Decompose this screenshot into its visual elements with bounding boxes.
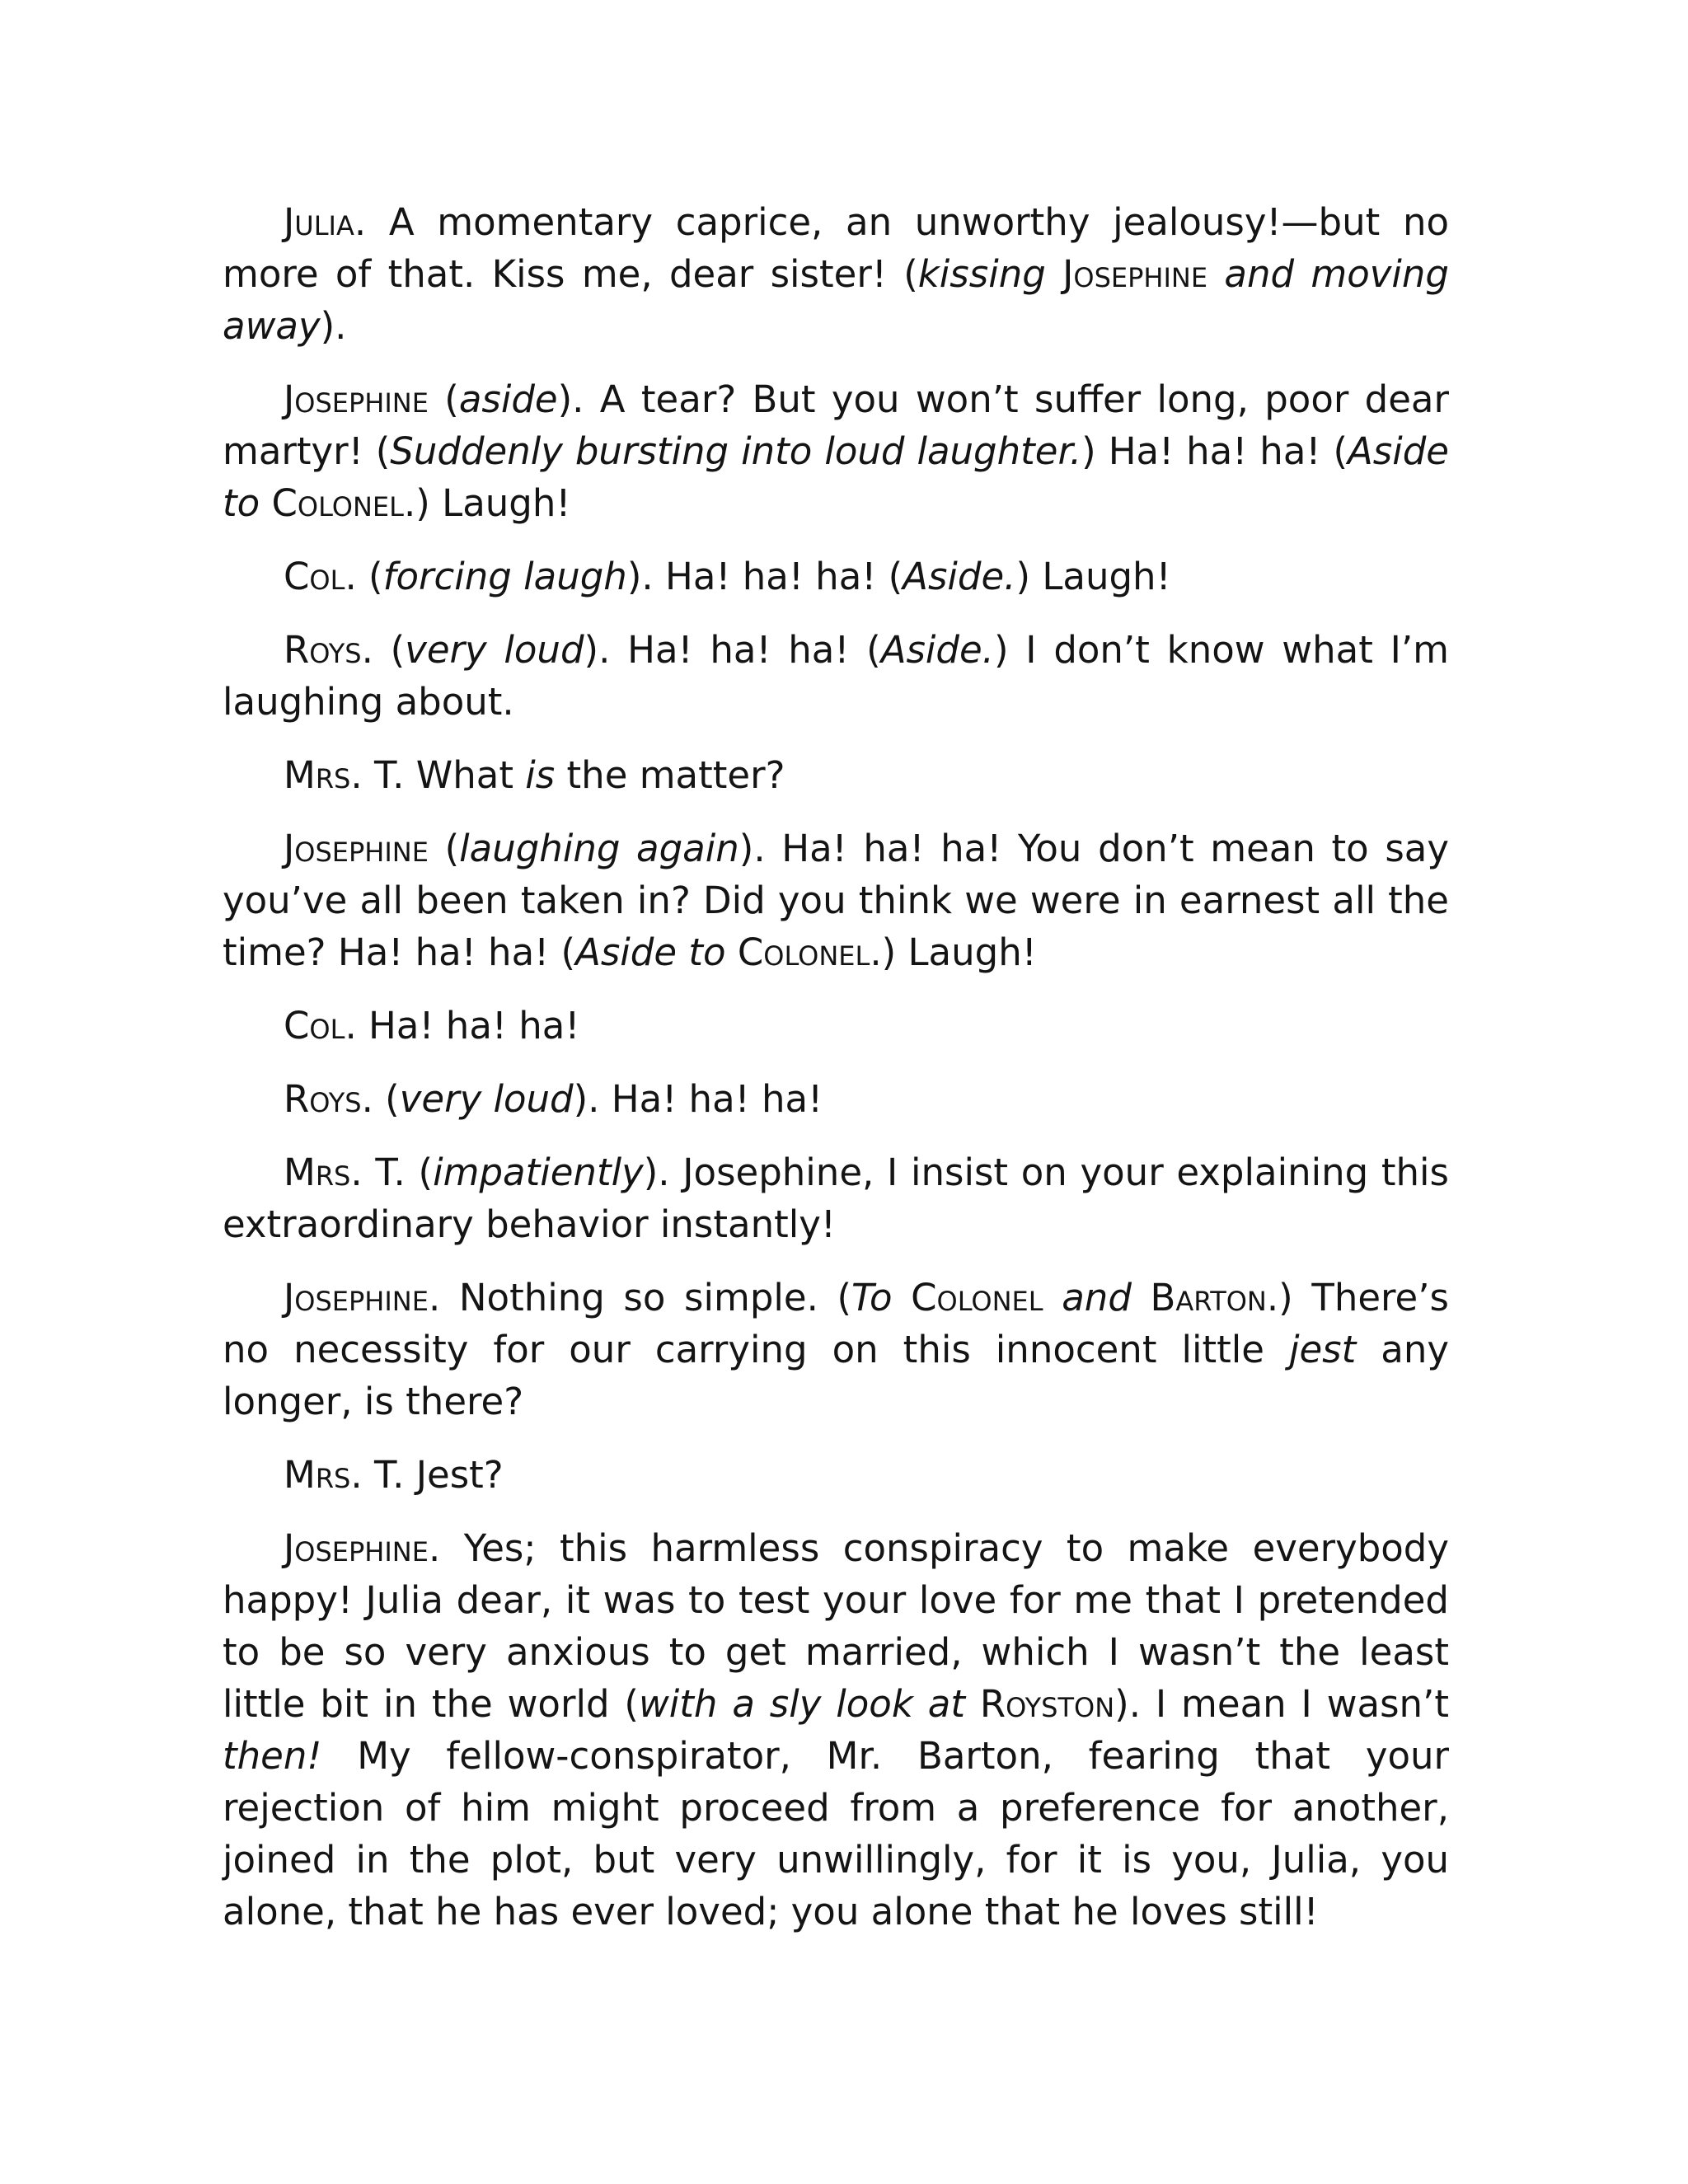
speaker-name: Colonel	[737, 930, 870, 974]
stage-direction: Aside to	[575, 930, 726, 974]
speaker-name: Mrs	[284, 753, 351, 797]
text-run: . Yes; this harmless conspiracy to make everybody happy! Julia dear, it was to test your love for me that I pretended to be so very anxious to get married, which I wasn’t the least little bit in the world (	[223, 1526, 1449, 1726]
dialogue-paragraph	[223, 1449, 1449, 1501]
speaker-name: Mrs	[284, 1453, 351, 1497]
speaker-name: Mrs	[284, 1151, 351, 1194]
text-run	[726, 930, 738, 974]
dialogue-paragraph	[223, 749, 1449, 801]
speaker-name: Colonel	[271, 481, 404, 525]
text-run: .) There’s no necessity for our carrying on this innocent little	[223, 1276, 1449, 1371]
text-run: ) Laugh!	[1015, 555, 1171, 598]
dialogue-paragraph	[223, 1146, 1449, 1250]
text-run: . (	[345, 555, 383, 598]
speaker-name: Josephine	[284, 827, 429, 870]
speaker-name: Josephine	[1062, 252, 1208, 296]
text-run: . (	[361, 1077, 400, 1121]
stage-direction: Aside.	[880, 628, 994, 672]
stage-direction: then!	[223, 1734, 322, 1778]
stage-direction: very loud	[405, 628, 584, 672]
stage-direction: Suddenly bursting into loud laughter.	[390, 429, 1082, 473]
dialogue-paragraph	[223, 1073, 1449, 1125]
stage-direction: aside	[458, 377, 558, 421]
text-run	[1043, 1276, 1062, 1319]
speaker-name: Roys	[284, 1077, 362, 1121]
stage-direction: Aside to	[223, 429, 1449, 525]
speaker-name: Barton	[1150, 1276, 1267, 1319]
text-run: the matter?	[555, 753, 785, 797]
speaker-name: Josephine	[284, 1526, 429, 1570]
text-run: ) I don’t know what I’m laughing about.	[223, 628, 1450, 724]
stage-direction: very loud	[399, 1077, 574, 1121]
text-run: . (	[361, 628, 406, 672]
speaker-name: Josephine	[284, 377, 429, 421]
play-text-page	[223, 196, 1449, 1959]
text-run: . Ha! ha! ha!	[345, 1004, 580, 1047]
stage-direction: Aside.	[903, 555, 1016, 598]
speaker-name: Colonel	[911, 1276, 1043, 1319]
text-run: ). I mean I wasn’t	[1114, 1682, 1450, 1726]
stage-direction: with a sly look at	[638, 1682, 965, 1726]
text-run: ).	[320, 304, 347, 348]
text-run: ) Ha! ha! ha! (	[1081, 429, 1348, 473]
stage-direction: and moving away	[223, 252, 1449, 348]
text-run: . T. Jest?	[350, 1453, 504, 1497]
dialogue-paragraph	[223, 1522, 1449, 1938]
stage-direction: kissing	[917, 252, 1046, 296]
text-run: ). A tear? But you won’t suffer long, poor dear martyr! (	[223, 377, 1449, 473]
text-run	[1207, 252, 1224, 296]
text-run: (	[428, 377, 459, 421]
text-run: (	[428, 827, 460, 870]
speaker-name: Col	[284, 1004, 345, 1047]
text-run: ). Ha! ha! ha! You don’t mean to say you’ve all been taken in? Did you think we were in earnest all the time? Ha! ha! ha! (	[223, 827, 1449, 974]
dialogue-paragraph	[223, 551, 1449, 602]
text-run: ). Josephine, I insist on your explaining this extraordinary behavior instantly!	[223, 1151, 1450, 1246]
stage-direction: is	[525, 753, 556, 797]
dialogue-paragraph	[223, 1272, 1449, 1427]
dialogue-paragraph	[223, 196, 1449, 352]
speaker-name: Royston	[979, 1682, 1115, 1726]
text-run	[260, 481, 271, 525]
text-run: .) Laugh!	[403, 481, 571, 525]
dialogue-paragraph	[223, 823, 1449, 978]
text-run: . A momentary caprice, an unworthy jealousy!—but no more of that. Kiss me, dear sister! (	[223, 200, 1449, 296]
text-run	[1132, 1276, 1151, 1319]
text-run: My fellow-conspirator, Mr. Barton, fearing that your rejection of him might proceed from a preference for another, joined in the plot, but very unwillingly, for it is you, Julia, you alone, that he has ever loved; you alone that he loves still!	[223, 1734, 1449, 1933]
text-run	[893, 1276, 912, 1319]
text-run: ). Ha! ha! ha!	[573, 1077, 823, 1121]
text-run: ). Ha! ha! ha! (	[626, 555, 903, 598]
text-run: . T. What	[350, 753, 526, 797]
speaker-name: Roys	[284, 628, 362, 672]
stage-direction: and	[1062, 1276, 1132, 1319]
text-run: any longer, is there?	[223, 1328, 1450, 1423]
speaker-name: Col	[284, 555, 345, 598]
speaker-name: Josephine	[284, 1276, 429, 1319]
dialogue-paragraph	[223, 373, 1449, 529]
text-run: ). Ha! ha! ha! (	[584, 628, 881, 672]
stage-direction: jest	[1288, 1328, 1357, 1371]
dialogue-paragraph	[223, 624, 1449, 728]
stage-direction: impatiently	[433, 1151, 644, 1194]
text-run: . Nothing so simple. (	[428, 1276, 852, 1319]
text-run: . T. (	[350, 1151, 434, 1194]
stage-direction: forcing laugh	[382, 555, 627, 598]
stage-direction: laughing again	[459, 827, 739, 870]
text-run: .) Laugh!	[870, 930, 1037, 974]
speaker-name: Julia	[284, 200, 354, 244]
text-run	[965, 1682, 980, 1726]
text-run	[1046, 252, 1062, 296]
dialogue-paragraph	[223, 1000, 1449, 1052]
stage-direction: To	[851, 1276, 893, 1319]
